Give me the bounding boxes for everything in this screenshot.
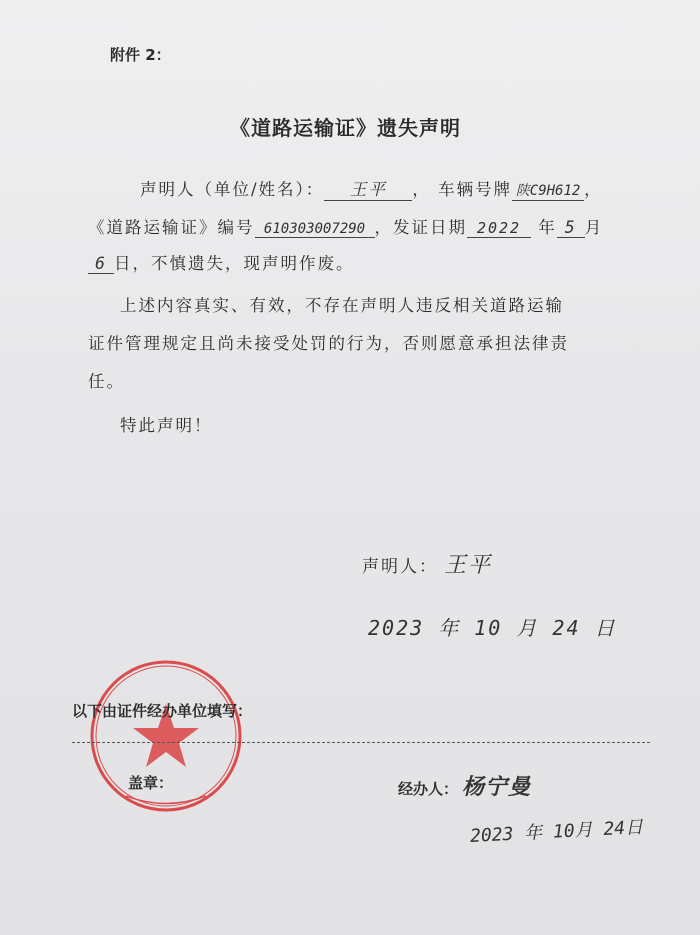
- office-instruction: 以下由证件经办单位填写：: [72, 702, 253, 720]
- signature-row: [362, 548, 492, 579]
- body-line-1: [140, 176, 603, 201]
- body-line-2: [88, 214, 603, 238]
- comma: ，: [412, 180, 431, 199]
- declarant-prefix: 声明人（单位/姓名）：: [140, 180, 325, 199]
- body-line-3: [88, 250, 355, 274]
- issue-day-field: 6: [88, 254, 114, 274]
- cert-number-field: 610303007290: [255, 221, 375, 238]
- comma: ，: [584, 180, 603, 199]
- handler-signature: 杨宁曼: [462, 775, 532, 800]
- closing-statement: 特此声明！: [120, 416, 213, 435]
- document-title: 《道路运输证》遗失声明: [230, 116, 461, 140]
- separator-line: [72, 742, 650, 743]
- office-date: 2023 年 10月 24日: [469, 816, 644, 847]
- paragraph-2-line-1: 上述内容真实、有效，不存在声明人违反相关道路运输: [120, 296, 564, 315]
- month-char: 月: [584, 218, 604, 237]
- year-char: 年: [538, 218, 557, 237]
- seal-label: 盖章：: [128, 774, 174, 792]
- paragraph-2-line-2: 证件管理规定且尚未接受处罚的行为，否则愿意承担法律责: [88, 334, 569, 353]
- signature-name: 王平: [444, 553, 493, 578]
- paragraph-2-line-3: 任。: [88, 372, 125, 391]
- attachment-label: 附件 2：: [110, 46, 171, 64]
- plate-label: 车辆号牌: [438, 180, 513, 199]
- cert-label: 《道路运输证》编号: [88, 218, 255, 237]
- body-line-3-text: 日，不慎遗失，现声明作废。: [114, 254, 355, 273]
- declarant-name-field: 王平: [324, 176, 412, 201]
- plate-number-field: 陕C9H612: [512, 180, 584, 201]
- handler-row: [398, 770, 531, 801]
- signature-date: 2023 年 10 月 24 日: [368, 616, 617, 640]
- issue-month-field: 5: [557, 218, 585, 238]
- handler-label: 经办人：: [398, 780, 459, 798]
- signature-label: 声明人：: [362, 557, 438, 577]
- issue-year-field: 2022: [467, 219, 531, 238]
- issue-date-label: ，发证日期: [374, 218, 467, 237]
